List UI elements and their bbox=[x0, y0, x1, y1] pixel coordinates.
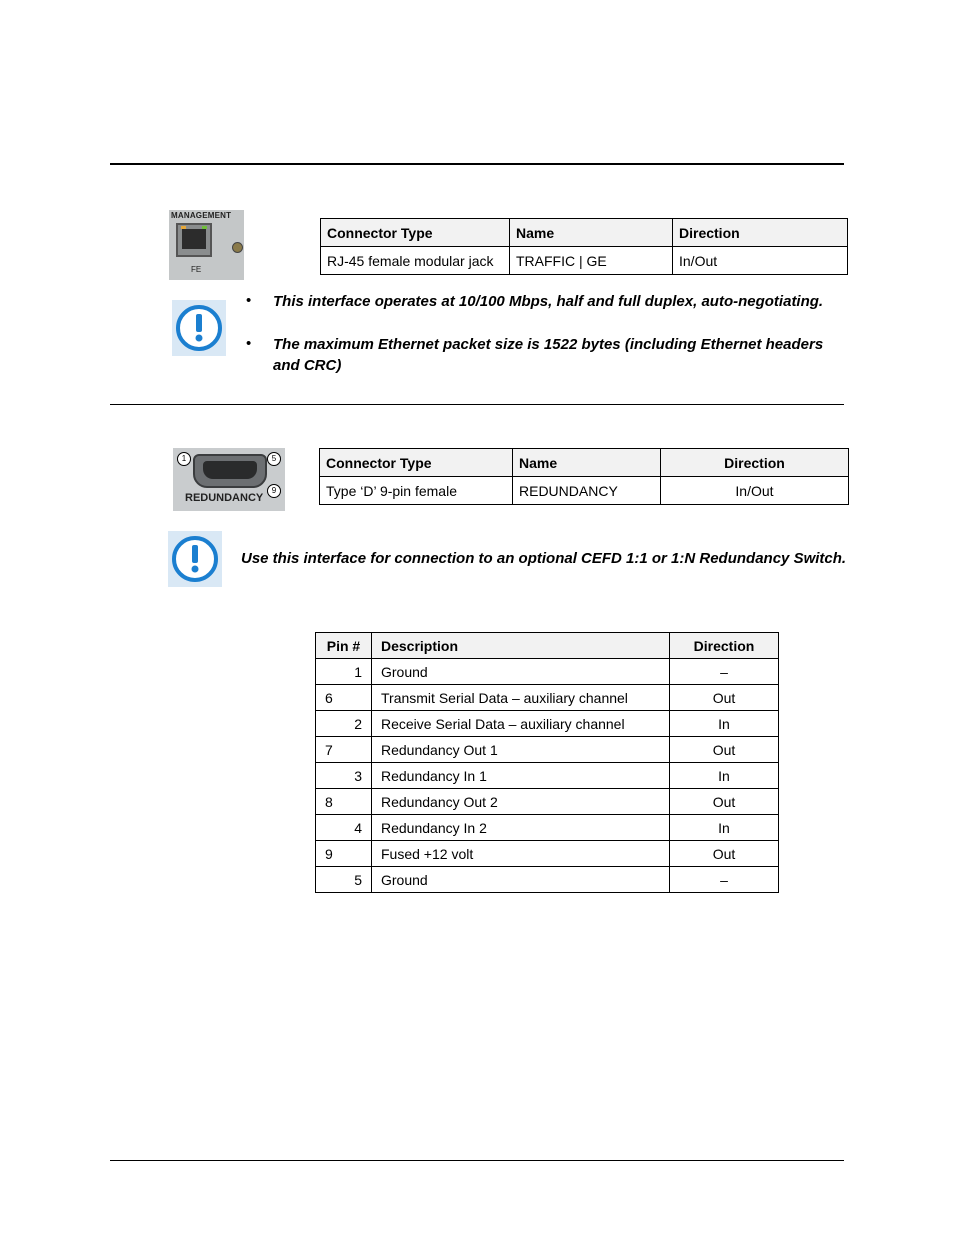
cell-description: Redundancy Out 1 bbox=[372, 737, 670, 763]
redundancy-note: Use this interface for connection to an optional CEFD 1:1 or 1:N Redundancy Switch. bbox=[241, 550, 847, 567]
cell-description: Redundancy In 1 bbox=[372, 763, 670, 789]
important-note-icon bbox=[172, 300, 226, 356]
header-rule bbox=[110, 163, 844, 165]
header-name: Name bbox=[513, 449, 661, 477]
cell-direction: In bbox=[670, 815, 779, 841]
pin-marker-5: 5 bbox=[267, 452, 281, 466]
table-row bbox=[316, 685, 779, 711]
cell-direction: – bbox=[670, 659, 779, 685]
redundancy-label: REDUNDANCY bbox=[185, 492, 264, 504]
cell-description: Ground bbox=[372, 867, 670, 893]
cell-direction: Out bbox=[670, 841, 779, 867]
cell-direction: In/Out bbox=[661, 477, 849, 505]
header-pin: Pin # bbox=[316, 633, 372, 659]
header-direction: Direction bbox=[661, 449, 849, 477]
db9-connector-image bbox=[173, 448, 285, 511]
rj45-jack-icon bbox=[176, 223, 212, 257]
cell-description: Fused +12 volt bbox=[372, 841, 670, 867]
cell-description: Transmit Serial Data – auxiliary channel bbox=[372, 685, 670, 711]
cell-direction: Out bbox=[670, 737, 779, 763]
bullet-icon: • bbox=[246, 335, 252, 352]
management-label: MANAGEMENT bbox=[171, 211, 232, 220]
cell-direction: Out bbox=[670, 685, 779, 711]
cell-pin: 7 bbox=[316, 737, 372, 763]
table-row bbox=[316, 711, 779, 737]
cell-pin: 1 bbox=[316, 659, 372, 685]
table-row bbox=[316, 659, 779, 685]
cell-pin: 6 bbox=[316, 685, 372, 711]
header-connector-type: Connector Type bbox=[321, 219, 510, 247]
cell-pin: 5 bbox=[316, 867, 372, 893]
cell-pin: 9 bbox=[316, 841, 372, 867]
cell-description: Receive Serial Data – auxiliary channel bbox=[372, 711, 670, 737]
header-direction: Direction bbox=[673, 219, 848, 247]
important-note-icon bbox=[168, 531, 222, 587]
bullet-icon: • bbox=[246, 292, 252, 309]
pin-marker-1: 1 bbox=[177, 452, 191, 466]
cell-connector-type: RJ-45 female modular jack bbox=[321, 247, 510, 275]
rj45-connector-image bbox=[169, 210, 244, 280]
header-direction: Direction bbox=[670, 633, 779, 659]
cell-name: REDUNDANCY bbox=[513, 477, 661, 505]
screw-icon bbox=[232, 242, 243, 253]
cell-connector-type: Type ‘D’ 9-pin female bbox=[320, 477, 513, 505]
cell-description: Redundancy Out 2 bbox=[372, 789, 670, 815]
fe-connector-table bbox=[320, 218, 848, 275]
cell-direction: Out bbox=[670, 789, 779, 815]
footer-rule bbox=[110, 1160, 844, 1161]
fe-note-packet-size: The maximum Ethernet packet size is 1522 bytes (including Ethernet headers and CRC) bbox=[273, 336, 824, 374]
table-row bbox=[316, 763, 779, 789]
cell-pin: 4 bbox=[316, 815, 372, 841]
pin-marker-9: 9 bbox=[267, 484, 281, 498]
cell-pin: 8 bbox=[316, 789, 372, 815]
cell-direction: – bbox=[670, 867, 779, 893]
header-connector-type: Connector Type bbox=[320, 449, 513, 477]
table-row bbox=[316, 789, 779, 815]
header-name: Name bbox=[510, 219, 673, 247]
cell-pin: 2 bbox=[316, 711, 372, 737]
pinout-table bbox=[315, 632, 779, 893]
cell-name: TRAFFIC | GE bbox=[510, 247, 673, 275]
table-row bbox=[316, 737, 779, 763]
redundancy-connector-table bbox=[319, 448, 849, 505]
header-description: Description bbox=[372, 633, 670, 659]
fe-label: FE bbox=[191, 265, 202, 274]
db9-shell-icon bbox=[193, 454, 267, 488]
cell-description: Redundancy In 2 bbox=[372, 815, 670, 841]
table-row bbox=[316, 841, 779, 867]
cell-direction: In bbox=[670, 763, 779, 789]
table-row bbox=[316, 867, 779, 893]
cell-direction: In/Out bbox=[673, 247, 848, 275]
fe-note-speed: This interface operates at 10/100 Mbps, half and full duplex, auto-negotiating. bbox=[273, 293, 824, 310]
table-row bbox=[316, 815, 779, 841]
cell-direction: In bbox=[670, 711, 779, 737]
cell-description: Ground bbox=[372, 659, 670, 685]
section-divider bbox=[110, 404, 844, 405]
cell-pin: 3 bbox=[316, 763, 372, 789]
